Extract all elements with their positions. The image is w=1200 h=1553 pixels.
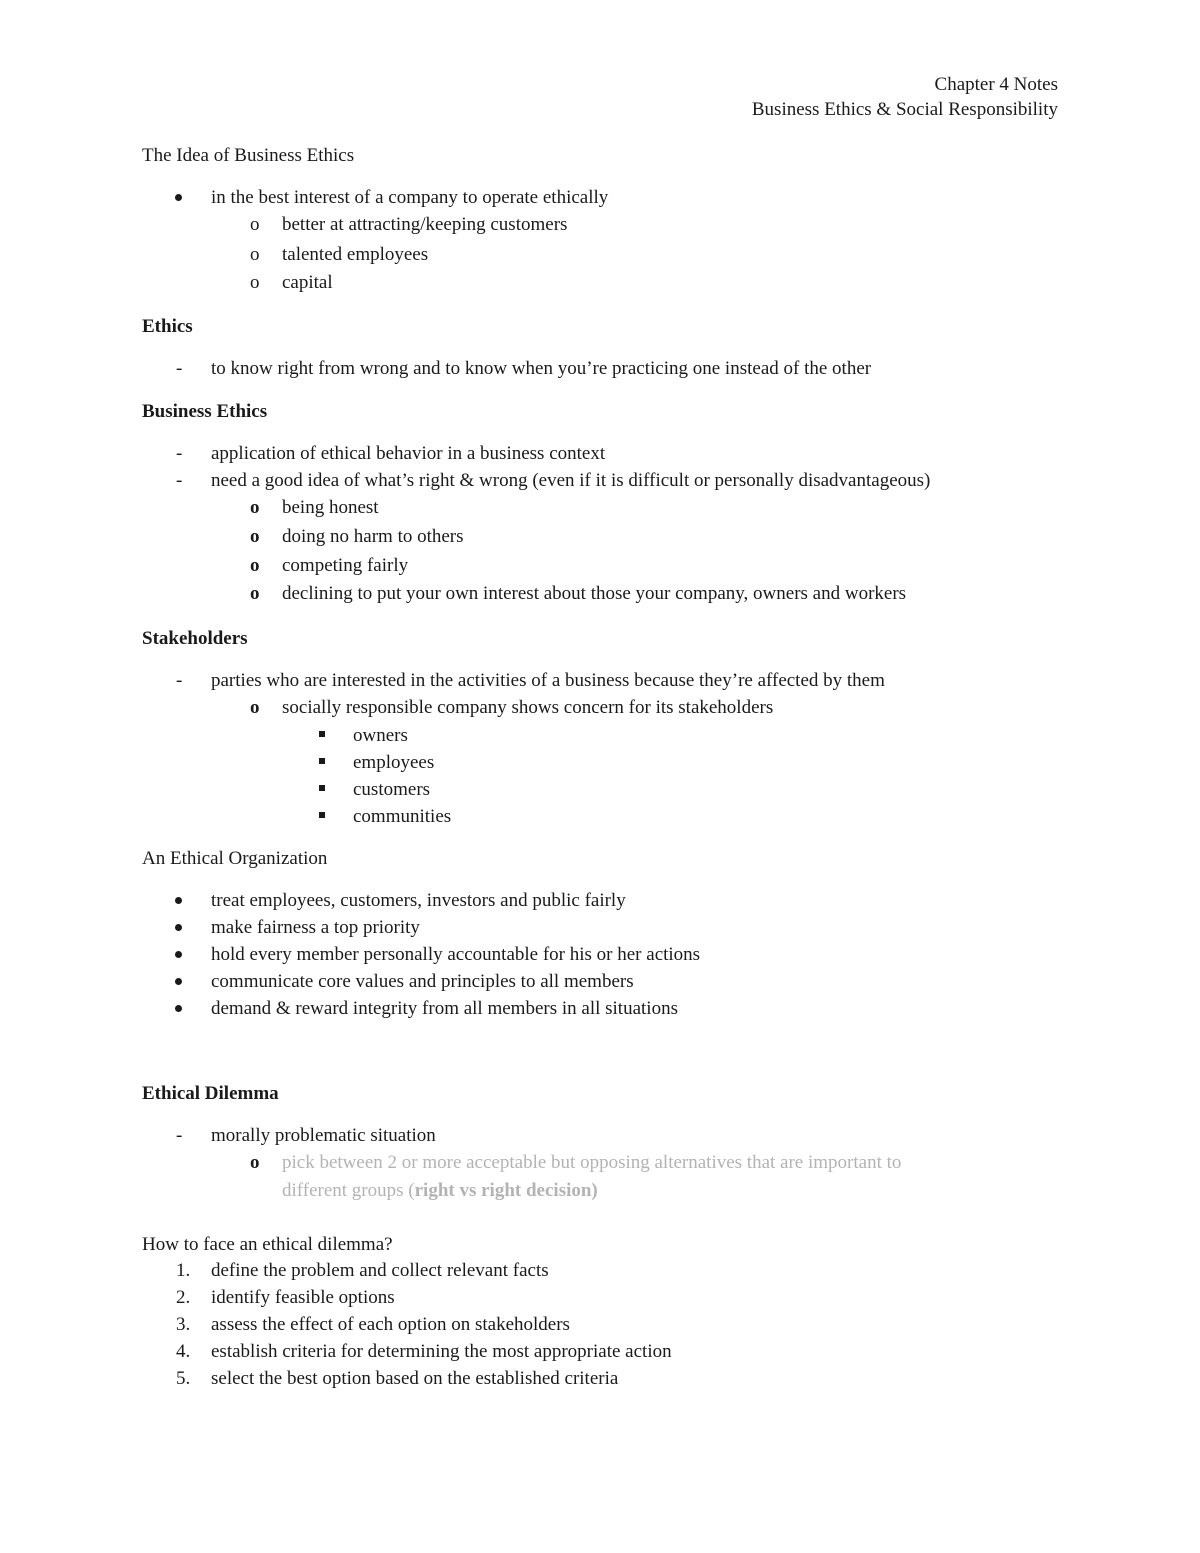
- circle-bullet-icon: o: [250, 272, 260, 293]
- list-item: hold every member personally accountable for his or her actions: [211, 944, 701, 965]
- list-item: being honest: [282, 497, 379, 518]
- list-item: better at attracting/keeping customers: [282, 214, 568, 235]
- step-number: 4.: [176, 1341, 191, 1362]
- step-number: 1.: [176, 1260, 191, 1281]
- list-item: morally problematic situation: [211, 1125, 436, 1146]
- list-item: communities: [353, 806, 452, 827]
- step-number: 5.: [176, 1368, 191, 1389]
- section-heading-ethical-org: An Ethical Organization: [142, 848, 328, 869]
- list-item: owners: [353, 725, 408, 746]
- circle-bullet-icon: o: [250, 526, 260, 547]
- list-item-continuation: [282, 1181, 598, 1200]
- dilemma-text: different groups (: [282, 1180, 415, 1201]
- list-item: need a good idea of what’s right & wrong (even if it is difficult or personally disadvantageous): [211, 470, 931, 491]
- section-heading-idea: The Idea of Business Ethics: [142, 145, 355, 166]
- bullet-dot-icon: [175, 194, 182, 201]
- section-heading-stakeholders: Stakeholders: [142, 628, 248, 649]
- circle-bullet-icon: o: [250, 497, 260, 518]
- bullet-dot-icon: [175, 978, 182, 985]
- section-heading-ethical-dilemma: Ethical Dilemma: [142, 1083, 279, 1104]
- list-item: assess the effect of each option on stakeholders: [211, 1314, 570, 1335]
- circle-bullet-icon: o: [250, 214, 260, 235]
- list-item: in the best interest of a company to operate ethically: [211, 187, 609, 208]
- list-item: socially responsible company shows concern for its stakeholders: [282, 697, 774, 718]
- list-item: select the best option based on the established criteria: [211, 1368, 619, 1389]
- dash-bullet-icon: -: [176, 358, 183, 379]
- bullet-dot-icon: [175, 951, 182, 958]
- square-bullet-icon: [319, 758, 325, 764]
- list-item: talented employees: [282, 244, 429, 265]
- list-item: competing fairly: [282, 555, 409, 576]
- doc-title: Chapter 4 Notes: [934, 74, 1058, 95]
- list-item: communicate core values and principles to all members: [211, 971, 634, 992]
- section-heading-ethics: Ethics: [142, 316, 193, 337]
- square-bullet-icon: [319, 731, 325, 737]
- circle-bullet-icon: o: [250, 583, 260, 604]
- list-item: establish criteria for determining the most appropriate action: [211, 1341, 672, 1362]
- square-bullet-icon: [319, 785, 325, 791]
- list-item: pick between 2 or more acceptable but opposing alternatives that are important to: [282, 1152, 902, 1173]
- doc-subtitle: Business Ethics & Social Responsibility: [751, 99, 1058, 120]
- list-item: doing no harm to others: [282, 526, 464, 547]
- dilemma-emphasis: right vs right decision): [414, 1180, 598, 1201]
- list-item: employees: [353, 752, 435, 773]
- dash-bullet-icon: -: [176, 1125, 183, 1146]
- dash-bullet-icon: -: [176, 443, 183, 464]
- circle-bullet-icon: o: [250, 697, 260, 718]
- bullet-dot-icon: [175, 924, 182, 931]
- circle-bullet-icon: o: [250, 244, 260, 265]
- dash-bullet-icon: -: [176, 470, 183, 491]
- list-item: treat employees, customers, investors and public fairly: [211, 890, 626, 911]
- list-item: application of ethical behavior in a business context: [211, 443, 606, 464]
- list-item: to know right from wrong and to know when you’re practicing one instead of the other: [211, 358, 872, 379]
- list-item: make fairness a top priority: [211, 917, 420, 938]
- square-bullet-icon: [319, 812, 325, 818]
- step-number: 3.: [176, 1314, 191, 1335]
- list-item: customers: [353, 779, 431, 800]
- bullet-dot-icon: [175, 897, 182, 904]
- list-item: capital: [282, 272, 333, 293]
- dash-bullet-icon: -: [176, 670, 183, 691]
- list-item: declining to put your own interest about those your company, owners and workers: [282, 583, 907, 604]
- section-heading-business-ethics: Business Ethics: [142, 401, 268, 422]
- list-item: parties who are interested in the activities of a business because they’re affected by them: [211, 670, 885, 691]
- list-item: demand & reward integrity from all members in all situations: [211, 998, 678, 1019]
- list-item: define the problem and collect relevant facts: [211, 1260, 549, 1281]
- section-heading-how-to-face: How to face an ethical dilemma?: [142, 1234, 393, 1255]
- circle-bullet-icon: o: [250, 555, 260, 576]
- circle-bullet-icon: o: [250, 1152, 260, 1173]
- bullet-dot-icon: [175, 1005, 182, 1012]
- step-number: 2.: [176, 1287, 191, 1308]
- list-item: identify feasible options: [211, 1287, 395, 1308]
